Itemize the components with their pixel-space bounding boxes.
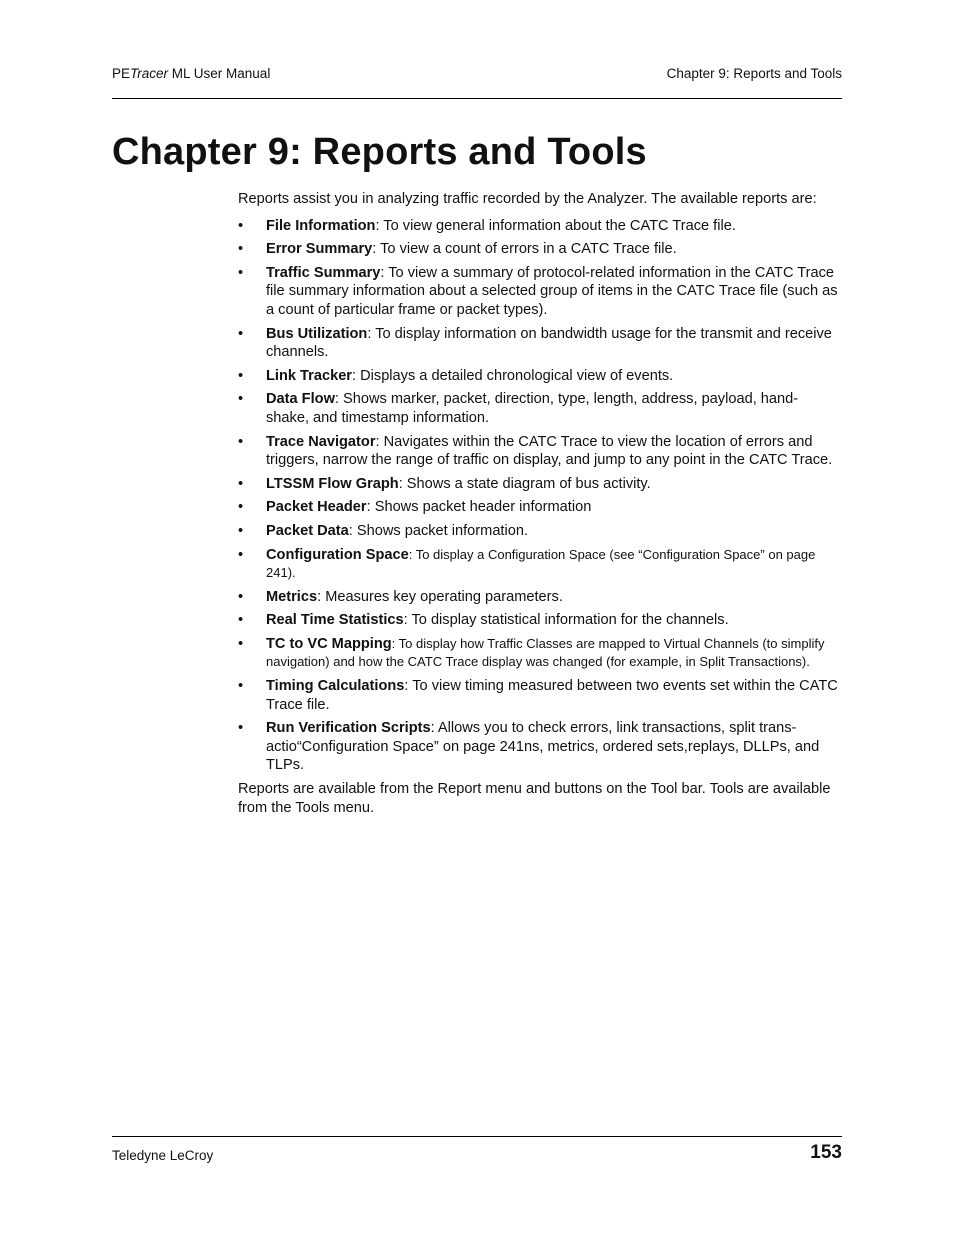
item-term: Bus Utilization [266, 325, 368, 342]
item-description: : Shows a state diagram of bus activity. [398, 475, 651, 492]
item-description: : Shows packet information. [348, 522, 529, 539]
item-term: LTSSM Flow Graph [266, 475, 399, 492]
bullet-icon: • [238, 367, 244, 384]
item-description: : To display a Configuration Space (see “Configuration Space” on page 241). [266, 546, 816, 581]
bullet-icon: • [238, 678, 244, 695]
item-term: Run Verification Scripts [266, 720, 431, 737]
bullet-icon: • [238, 433, 244, 450]
item-term: Packet Header [266, 499, 367, 516]
item-description: : Displays a detailed chronological view of events. [352, 367, 674, 384]
item-term: Trace Navigator [266, 433, 376, 450]
item-term: TC to VC Mapping [266, 635, 392, 652]
manual-title-prefix: PE [112, 66, 131, 81]
item-term: Configuration Space [266, 546, 409, 563]
footer-divider [112, 1136, 842, 1137]
manual-title-suffix: ML User Manual [168, 66, 271, 81]
list-item [238, 546, 838, 583]
item-term: Timing Calculations [266, 678, 405, 695]
manual-title-italic: Tracer [130, 66, 169, 81]
item-term: Packet Data [266, 522, 349, 539]
bullet-icon: • [238, 241, 244, 258]
item-term: Real Time Statistics [266, 612, 404, 629]
intro-paragraph: Reports assist you in analyzing traffic recorded by the Analyzer. The available reports are: [238, 191, 817, 207]
item-term: Error Summary [266, 241, 373, 258]
list-item [238, 635, 838, 672]
list-item [238, 264, 838, 320]
reports-list [238, 217, 838, 775]
list-item [238, 217, 838, 236]
item-description: : Measures key operating parameters. [317, 588, 563, 605]
item-description: : To view general information about the CATC Trace file. [375, 217, 736, 234]
bullet-icon: • [238, 217, 244, 234]
bullet-icon: • [238, 264, 244, 281]
header-divider [112, 98, 842, 99]
item-description: : Navigates within the CATC Trace to view the location of errors and triggers, narrow the range of traffic on display, and jump to any point in the CATC Trace. [266, 433, 833, 469]
header-chapter-ref: Chapter 9: Reports and Tools [666, 66, 842, 81]
item-description: : To view a count of errors in a CATC Trace file. [372, 241, 677, 258]
list-item [238, 390, 838, 427]
list-item [238, 677, 838, 714]
footer-company: Teledyne LeCroy [112, 1148, 214, 1163]
bullet-icon: • [238, 499, 244, 516]
list-item [238, 325, 838, 362]
bullet-icon: • [238, 391, 244, 408]
list-item [238, 522, 838, 541]
item-description: : To view timing measured between two events set within the CATC Trace file. [266, 678, 838, 713]
item-term: Traffic Summary [266, 264, 381, 281]
chapter-title: Chapter 9: Reports and Tools [112, 131, 647, 173]
item-description: : To view a summary of protocol-related information in the CATC Trace file summary information about a selected group of items in the CATC Trace file (such as a count of particular frame or packet types). [266, 264, 838, 318]
list-item [238, 433, 838, 470]
list-item [238, 611, 838, 630]
bullet-icon: • [238, 475, 244, 492]
bullet-icon: • [238, 635, 244, 652]
list-item [238, 475, 838, 494]
list-item [238, 367, 838, 386]
bullet-icon: • [238, 612, 244, 629]
bullet-icon: • [238, 588, 244, 605]
chapter-content [238, 190, 838, 817]
bullet-icon: • [238, 720, 244, 737]
page-number: 153 [810, 1142, 842, 1163]
item-description: : To display information on bandwidth usage for the transmit and receive channels. [266, 325, 832, 361]
list-item [238, 719, 838, 775]
list-item [238, 498, 838, 517]
bullet-icon: • [238, 522, 244, 539]
item-term: Link Tracker [266, 367, 352, 384]
item-term: Metrics [266, 588, 318, 605]
item-description: : To display how Traffic Classes are mapped to Virtual Channels (to simplify navigation) and how the CATC Trace display was changed (for example, in Split Transactions). [266, 635, 825, 670]
manual-title [112, 66, 270, 81]
list-item [238, 588, 838, 607]
page-header [112, 66, 842, 86]
closing-paragraph: Reports are available from the Report menu and buttons on the Tool bar. Tools are available from the Tools menu. [238, 781, 831, 816]
bullet-icon: • [238, 546, 244, 563]
item-term: File Information [266, 217, 376, 234]
list-item [238, 240, 838, 259]
item-term: Data Flow [266, 391, 335, 408]
item-description: : To display statistical information for the channels. [403, 612, 729, 629]
item-description: : Shows packet header information [366, 499, 592, 516]
item-description: : Allows you to check errors, link transactions, split trans-actio“Configuration Space” on page 241ns, metrics, ordered sets,replays, DLLPs, and TLPs. [266, 720, 820, 774]
item-description: : Shows marker, packet, direction, type, length, address, payload, hand-shake, and timestamp information. [266, 391, 799, 426]
bullet-icon: • [238, 325, 244, 342]
